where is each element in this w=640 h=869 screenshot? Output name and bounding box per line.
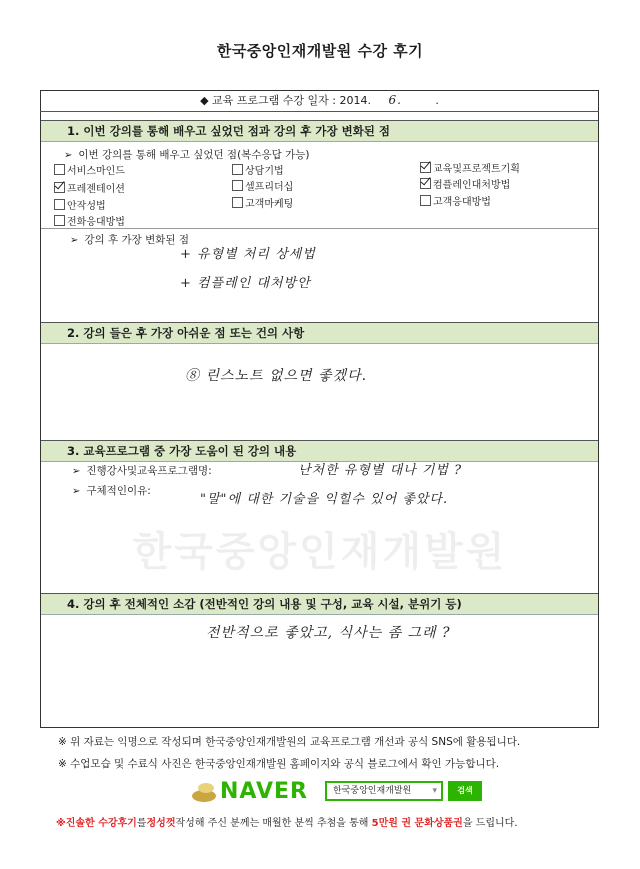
checkmark-icon [420, 162, 431, 173]
footer-mid1: 를 [136, 818, 147, 829]
footer-tail: 을 드립니다. [462, 818, 518, 829]
section1-sub1-label: 이번 강의를 통해 배우고 싶었던 점(복수응답 가능) [78, 149, 310, 161]
checkbox-icon [232, 180, 243, 191]
footer-mid2: 작성해 주신 분께는 매월한 분씩 추첨을 통해 [175, 818, 369, 829]
naver-search-value: 한국중앙인재개발원 [333, 786, 412, 796]
section4-heading: 4. 강의 후 전체적인 소감 (전반적인 강의 내용 및 구성, 교육 시설, 분위기 등) [41, 593, 598, 615]
leaf-icon [190, 778, 220, 806]
option-label: 교육및프로젝트기획 [433, 164, 520, 175]
page-title: 한국중앙인재개발원 수강 후기 [216, 42, 424, 60]
option-checkbox[interactable] [420, 176, 510, 191]
section2-answer[interactable]: ⑧ 린스노트 없으면 좋겠다. [185, 368, 368, 384]
section3-heading: 3. 교육프로그램 중 가장 도움이 된 강의 내용 [41, 440, 598, 462]
option-checkbox[interactable] [232, 178, 293, 193]
arrow-icon: ➢ [72, 486, 81, 497]
section3-row1 [72, 463, 212, 478]
section1-sub1 [64, 147, 309, 162]
section3-row2 [72, 483, 151, 498]
footer-notice [56, 814, 518, 829]
section1-sub2-label: 강의 후 가장 변화된 점 [84, 234, 190, 246]
option-checkbox[interactable] [420, 160, 520, 175]
section1-divider [41, 228, 598, 229]
option-checkbox[interactable] [232, 162, 284, 177]
footer-red3: 5만원 권 문화상품권 [371, 818, 463, 829]
option-label: 고객응대방법 [433, 197, 491, 208]
option-checkbox[interactable] [232, 195, 293, 210]
option-label: 컴플레인대처방법 [433, 180, 511, 191]
checkbox-icon [54, 164, 65, 175]
checkbox-icon [232, 197, 243, 208]
footer-red2: 정성껏 [146, 818, 176, 829]
section2-heading: 2. 강의 들은 후 가장 아쉬운 점 또는 건의 사항 [41, 322, 598, 344]
option-label: 서비스마인드 [67, 166, 125, 177]
section3-row2-answer[interactable]: "말"에 대한 기술을 익힐수 있어 좋았다. [200, 492, 449, 507]
arrow-icon: ➢ [64, 150, 73, 161]
section4-answer[interactable]: 전반적으로 좋았고, 식사는 좀 그래 ? [206, 625, 451, 641]
checkmark-icon [54, 182, 65, 193]
checkbox-icon [54, 215, 65, 226]
section1-answer-2[interactable]: + 컴플레인 대처방안 [180, 276, 311, 291]
option-checkbox[interactable] [54, 197, 106, 212]
option-checkbox[interactable] [420, 193, 491, 208]
footer-red1: 진솔한 수강후기 [65, 818, 137, 829]
checkmark-icon [420, 178, 431, 189]
checkbox-icon [420, 195, 431, 206]
naver-logo: NAVER [220, 779, 308, 804]
section3-row1-label: 진행강사및교육프로그램명: [86, 465, 212, 477]
section1-sub2 [70, 232, 189, 247]
naver-search-button[interactable]: 검색 [448, 781, 482, 801]
course-date-tail: . [435, 94, 439, 107]
option-label: 프레젠테이션 [67, 184, 125, 195]
arrow-icon: ➢ [72, 466, 81, 477]
option-checkbox[interactable] [54, 162, 125, 177]
note-photos: ※ 수업모습 및 수료식 사진은 한국중앙인재개발원 홈페이지와 공식 블로그에서 확인 가능합니다. [58, 758, 500, 770]
section3-row2-label: 구체적인이유: [86, 485, 151, 497]
option-checkbox[interactable] [54, 180, 125, 195]
option-label: 전화응대방법 [67, 217, 125, 228]
course-date-month[interactable]: 6. [388, 93, 402, 107]
option-label: 셀프리더십 [245, 182, 294, 193]
footer-prefix: ※ [56, 818, 66, 829]
chevron-down-icon: ▾ [432, 786, 437, 796]
option-label: 고객마케팅 [245, 199, 294, 210]
watermark: 한국중앙인재개발원 [132, 528, 508, 575]
option-label: 상담기법 [245, 166, 284, 177]
course-date-row [40, 90, 599, 112]
option-checkbox[interactable] [54, 213, 125, 228]
checkbox-icon [54, 199, 65, 210]
arrow-icon: ➢ [70, 235, 79, 246]
section1-answer-1[interactable]: + 유형별 처리 상세법 [180, 247, 316, 262]
option-label: 안작성법 [67, 201, 106, 212]
naver-search-input[interactable] [325, 781, 443, 801]
section3-row1-answer[interactable]: 난처한 유형별 대나 기법 ? [298, 463, 463, 478]
section1-heading: 1. 이번 강의를 통해 배우고 싶었던 점과 강의 후 가장 변화된 점 [41, 120, 598, 142]
course-date-label: ◆ 교육 프로그램 수강 일자 : 2014. [200, 94, 371, 107]
note-anonymous: ※ 위 자료는 익명으로 작성되며 한국중앙인재개발원의 교육프로그램 개선과 공식 SNS에 활용됩니다. [58, 736, 521, 748]
checkbox-icon [232, 164, 243, 175]
